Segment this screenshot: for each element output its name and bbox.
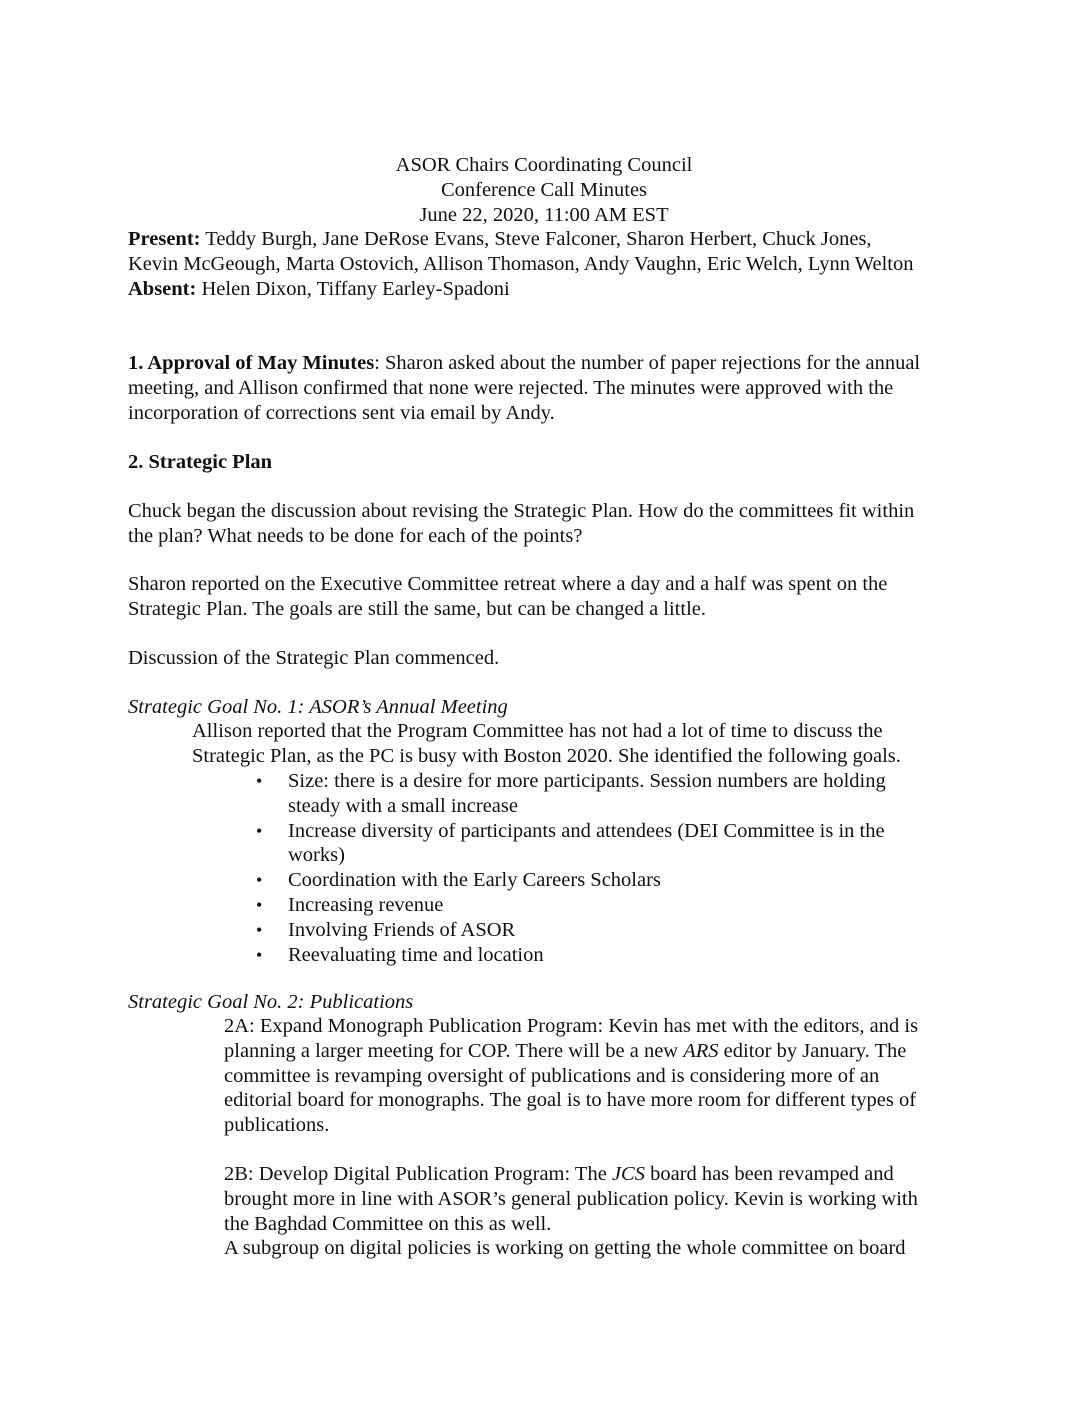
- bullet-icon: •: [256, 870, 263, 891]
- goal2-2b-paragraph: 2B: Develop Digital Publication Program: The JCS board has been revamped and brought more in line with ASOR’s general publication policy. Kevin is working with the Baghdad Committee on this as well. A subgroup on digital policies is working on getting the whole committee on board: [224, 1163, 918, 1260]
- item-strategic-plan: [128, 450, 968, 475]
- absent-label: Absent:: [128, 277, 197, 300]
- minutes-title: Conference Call Minutes: [440, 178, 648, 201]
- document-header: [0, 153, 1088, 227]
- list-item: • Involving Friends of ASOR: [256, 918, 516, 941]
- goal2-2a-paragraph: 2A: Expand Monograph Publication Program: Kevin has met with the editors, and is planning a larger meeting for COP. There will be a new ARS editor by January. The committee is revamping oversight of publications and is considering more of an editorial board for monographs. The goal is to have more room for different types of publications.: [224, 1015, 919, 1137]
- bullet-icon: •: [256, 894, 263, 915]
- strategic-plan-para-1: Chuck began the discussion about revising the Strategic Plan. How do the committees fit within the plan? What needs to be done for each of the points?: [128, 500, 915, 547]
- item1-heading: 1. Approval of May Minutes: [128, 352, 375, 374]
- list-item: • Coordination with the Early Careers Scholars: [256, 869, 661, 892]
- strategic-plan-para-3: Discussion of the Strategic Plan commenced.: [128, 647, 500, 669]
- council-title: ASOR Chairs Coordinating Council: [395, 154, 693, 176]
- goal1-bullet-list: [256, 769, 886, 967]
- bullet-icon: •: [256, 944, 263, 965]
- jcs-journal-title: JCS: [611, 1163, 645, 1185]
- item2-heading: 2. Strategic Plan: [128, 451, 273, 473]
- bullet-icon: •: [256, 919, 263, 940]
- present-label: Present:: [128, 228, 201, 250]
- meeting-date: June 22, 2020, 11:00 AM EST: [419, 203, 669, 226]
- present-line-2: Kevin McGeough, Marta Ostovich, Allison Thomason, Andy Vaughn, Eric Welch, Lynn Welton: [128, 252, 914, 275]
- bullet-icon: •: [256, 771, 263, 791]
- list-item: • Increase diversity of participants and attendees (DEI Committee is in the works): [256, 819, 885, 867]
- present-line-1: Present: Teddy Burgh, Jane DeRose Evans, Steve Falconer, Sharon Herbert, Chuck Jones,: [128, 228, 872, 250]
- goal1-title: Strategic Goal No. 1: ASOR’s Annual Meeting: [128, 696, 508, 718]
- list-item: • Reevaluating time and location: [256, 943, 544, 966]
- item-approval-minutes: 1. Approval of May Minutes: Sharon asked about the number of paper rejections for the annual meeting, and Allison confirmed that none were rejected. The minutes were approved with the incorporation of corrections sent via email by Andy.: [128, 352, 921, 424]
- attendance-section: [128, 227, 968, 301]
- goal2-title: Strategic Goal No. 2: Publications: [128, 991, 414, 1013]
- goal1-intro: Allison reported that the Program Committee has not had a lot of time to discuss the Strategic Plan, as the PC is busy with Boston 2020. She identified the following goals.: [192, 720, 901, 767]
- bullet-icon: •: [256, 820, 263, 841]
- ars-journal-title: ARS: [683, 1039, 719, 1062]
- absent-line: Absent: Helen Dixon, Tiffany Earley-Spadoni: [128, 277, 510, 300]
- list-item: • Size: there is a desire for more participants. Session numbers are holding steady with a small increase: [256, 770, 886, 817]
- list-item: • Increasing revenue: [256, 893, 444, 916]
- strategic-plan-para-2: Sharon reported on the Executive Committee retreat where a day and a half was spent on the Strategic Plan. The goals are still the same, but can be changed a little.: [128, 573, 888, 620]
